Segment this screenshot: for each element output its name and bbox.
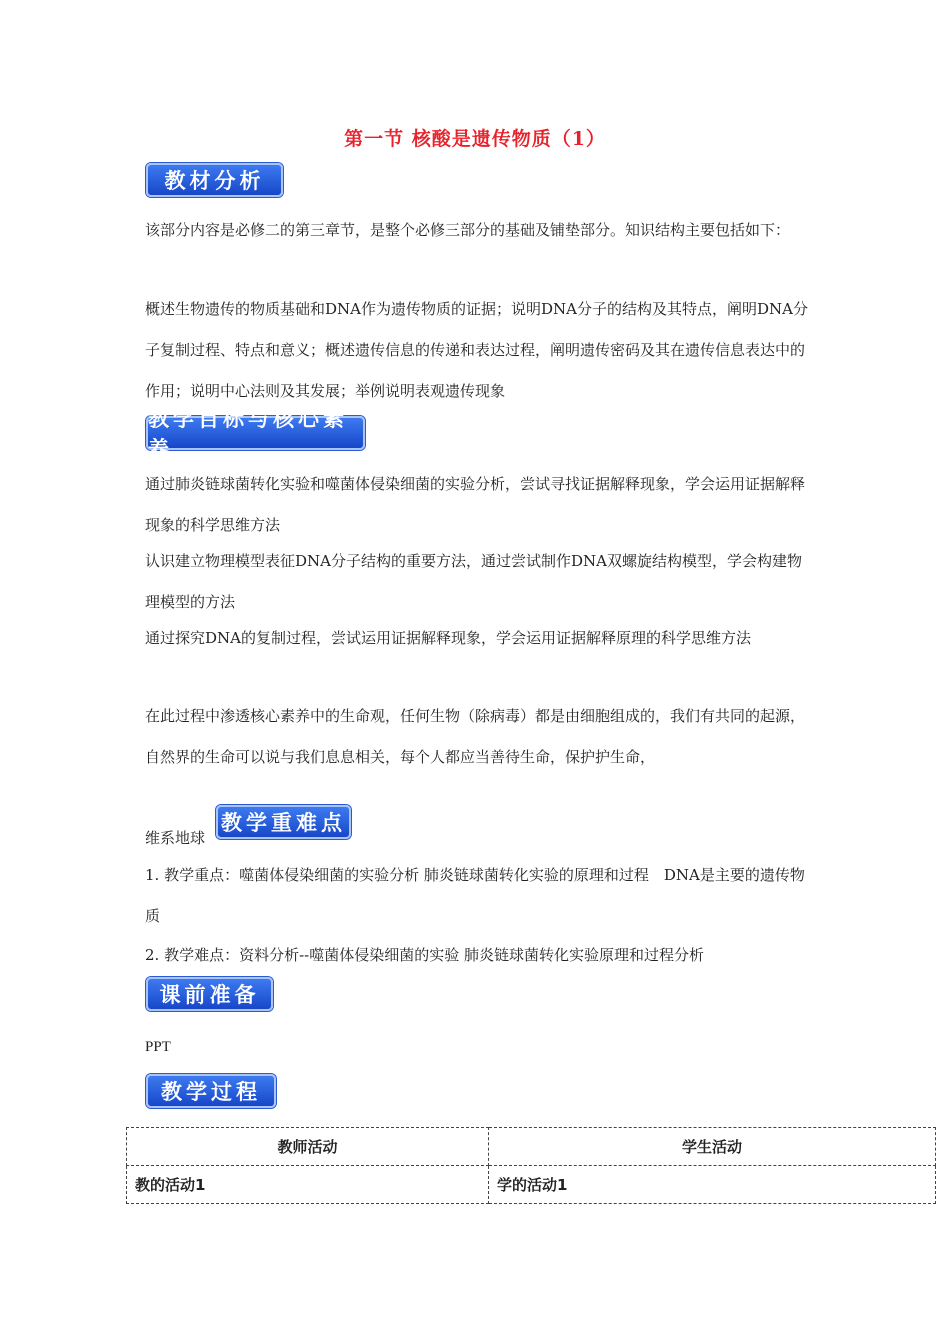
- analysis-paragraph-2: 概述生物遗传的物质基础和DNA作为遗传物质的证据；说明DNA分子的结构及其特点，阐明DNA分子复制过程、特点和意义；概述遗传信息的传递和表达过程，阐明遗传密码及其在遗传信息表达中的作用；说明中心法则及其发展；举例说明表观遗传现象: [145, 300, 808, 400]
- section-badge-process: 教学过程: [146, 1074, 276, 1108]
- goal-item-2: 认识建立物理模型表征DNA分子结构的重要方法，通过尝试制作DNA双螺旋结构模型，学会构建物理模型的方法: [145, 552, 802, 611]
- section-badge-analysis: 教材分析: [146, 163, 283, 197]
- goal-item-4: 在此过程中渗透核心素养中的生命观，任何生物（除病毒）都是由细胞组成的，我们有共同的起源，自然界的生命可以说与我们息息相关，每个人都应当善待生命，保护护生命，: [145, 707, 806, 766]
- analysis-paragraph-1: 该部分内容是必修二的第三章节，是整个必修三部分的基础及铺垫部分。知识结构主要包括如下：: [145, 221, 791, 239]
- section-badge-prep: 课前准备: [146, 977, 273, 1011]
- cell-student-activity-1: 学的活动1: [489, 1166, 936, 1204]
- goal-item-4-tail: 维系地球: [145, 829, 206, 847]
- page-title: 第一节 核酸是遗传物质（1）: [344, 128, 606, 150]
- process-table: [126, 1127, 936, 1204]
- table-row: [127, 1166, 936, 1204]
- section-badge-goals: 教学目标与核心素养: [146, 416, 365, 450]
- table-header-row: [127, 1128, 936, 1166]
- goal-item-1: 通过肺炎链球菌转化实验和噬菌体侵染细菌的实验分析，尝试寻找证据解释现象，学会运用证据解释现象的科学思维方法: [145, 475, 806, 534]
- keypoint-focus: 1. 教学重点：噬菌体侵染细菌的实验分析 肺炎链球菌转化实验的原理和过程 DNA是主要的遗传物质: [145, 866, 805, 925]
- section-badge-keypoints: 教学重难点: [216, 805, 351, 839]
- goal-item-3: 通过探究DNA的复制过程，尝试运用证据解释现象，学会运用证据解释原理的科学思维方法: [145, 629, 751, 647]
- cell-teacher-activity-1: 教的活动1: [127, 1166, 489, 1204]
- prep-text: PPT: [145, 1039, 171, 1055]
- keypoint-difficulty: 2. 教学难点：资料分析--噬菌体侵染细菌的实验 肺炎链球菌转化实验原理和过程分析: [145, 946, 704, 964]
- header-teacher-activity: 教师活动: [127, 1128, 489, 1166]
- header-student-activity: 学生活动: [489, 1128, 936, 1166]
